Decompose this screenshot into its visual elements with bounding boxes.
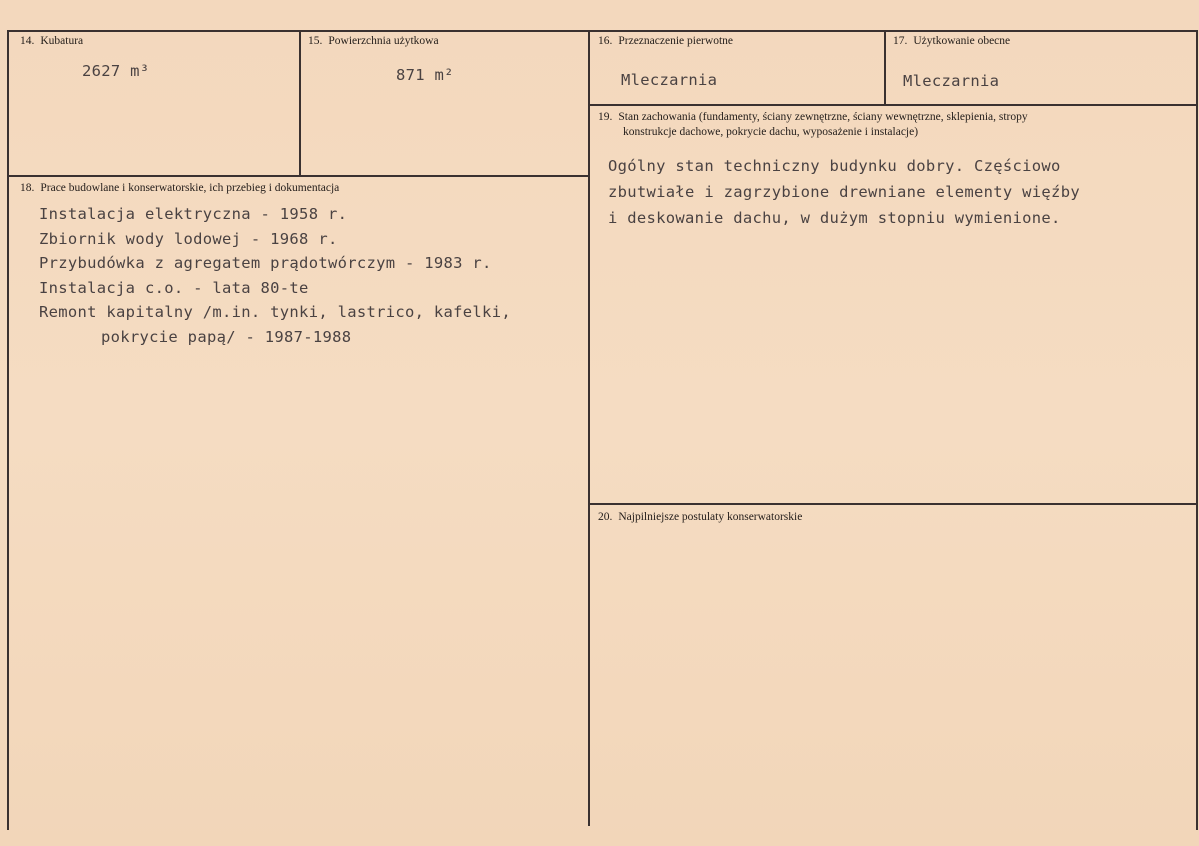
- field-18-line: Przybudówka z agregatem prądotwórczym - 1983 r.: [39, 254, 492, 272]
- divider-14-15: [299, 30, 301, 177]
- field-18-line: Instalacja c.o. - lata 80-te: [39, 278, 309, 297]
- right-border: [1196, 30, 1198, 830]
- field-17-value: Mleczarnia: [903, 72, 1000, 90]
- field-19-line: i deskowanie dachu, w dużym stopniu wymienione.: [608, 209, 1061, 227]
- field-19-line: zbutwiałe i zagrzybione drewniane elementy więźby: [608, 183, 1080, 201]
- field-19-value: [608, 157, 1080, 235]
- field-14-value: 2627 m³: [82, 62, 150, 80]
- field-16-label: 16. Przeznaczenie pierwotne: [598, 35, 733, 47]
- field-18-value: [39, 205, 511, 352]
- field-14-label: 14. Kubatura: [20, 35, 84, 47]
- field-15-value: 871 m²: [396, 66, 454, 84]
- field-19-label: 19. Stan zachowania (fundamenty, ściany zewnętrzne, ściany wewnętrzne, sklepienia, stropy konstrukcje dachowe, pokrycie dachu, wyposażenie i instalacje): [598, 111, 1028, 138]
- divider-main: [588, 30, 590, 826]
- divider-row-19-20: [589, 503, 1198, 505]
- divider-row-16-19: [589, 104, 1198, 106]
- field-18-line: Zbiornik wody lodowej - 1968 r.: [39, 229, 338, 248]
- field-18-line: Instalacja elektryczna - 1958 r.: [39, 205, 348, 223]
- field-19-line: Ogólny stan techniczny budynku dobry. Częściowo: [608, 157, 1061, 175]
- top-border: [8, 30, 1198, 32]
- field-20-label: 20. Najpilniejsze postulaty konserwatorskie: [598, 511, 803, 523]
- field-15-label: 15. Powierzchnia użytkowa: [308, 35, 439, 47]
- field-18-line: Remont kapitalny /m.in. tynki, lastrico, kafelki,: [39, 303, 511, 321]
- divider-16-17: [884, 30, 886, 106]
- field-18-label: 18. Prace budowlane i konserwatorskie, ich przebieg i dokumentacja: [20, 182, 340, 194]
- field-16-value: Mleczarnia: [621, 71, 718, 89]
- field-18-line: pokrycie papą/ - 1987-1988: [101, 327, 352, 346]
- divider-row-14-18: [8, 175, 590, 177]
- left-border: [7, 30, 9, 830]
- field-17-label: 17. Użytkowanie obecne: [893, 35, 1011, 47]
